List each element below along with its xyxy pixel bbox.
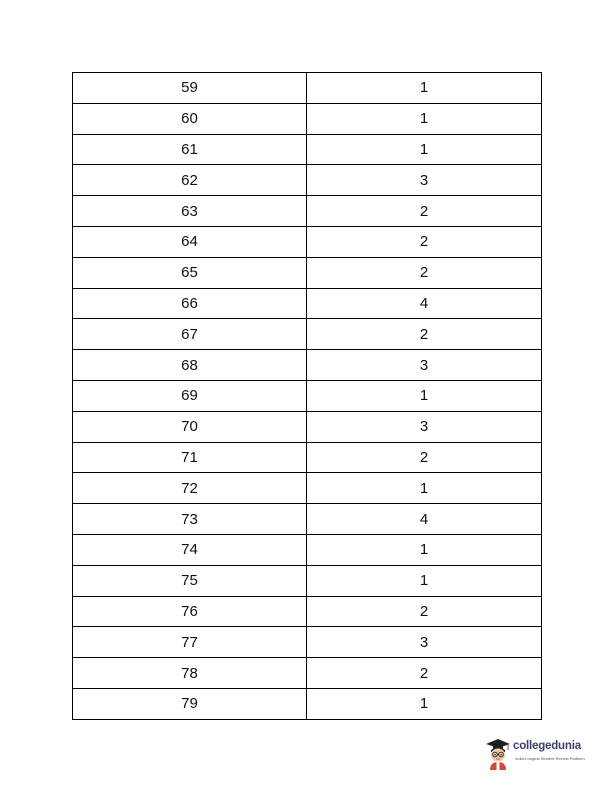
table-row [73, 442, 542, 473]
count-cell: 2 [307, 196, 542, 227]
value-cell: 74 [73, 534, 307, 565]
count-cell: 1 [307, 534, 542, 565]
value-cell: 70 [73, 411, 307, 442]
value-cell: 67 [73, 319, 307, 350]
count-cell: 2 [307, 257, 542, 288]
table-row [73, 534, 542, 565]
table-row [73, 627, 542, 658]
table-row [73, 688, 542, 719]
value-cell: 60 [73, 103, 307, 134]
table-row [73, 565, 542, 596]
brand-name: collegedunia [513, 740, 581, 752]
value-cell: 78 [73, 658, 307, 689]
count-cell: 2 [307, 319, 542, 350]
table-row [73, 411, 542, 442]
count-cell: 1 [307, 688, 542, 719]
frequency-table [72, 72, 542, 720]
table-row [73, 103, 542, 134]
table-row [73, 73, 542, 104]
brand-logo [485, 736, 607, 770]
count-cell: 1 [307, 103, 542, 134]
count-cell: 2 [307, 226, 542, 257]
count-cell: 3 [307, 350, 542, 381]
value-cell: 79 [73, 688, 307, 719]
value-cell: 69 [73, 380, 307, 411]
count-cell: 1 [307, 565, 542, 596]
table-row [73, 504, 542, 535]
value-cell: 73 [73, 504, 307, 535]
table-row [73, 380, 542, 411]
value-cell: 71 [73, 442, 307, 473]
table-row [73, 350, 542, 381]
count-cell: 1 [307, 380, 542, 411]
count-cell: 1 [307, 73, 542, 104]
table-row [73, 226, 542, 257]
value-cell: 66 [73, 288, 307, 319]
table-row [73, 165, 542, 196]
count-cell: 2 [307, 596, 542, 627]
student-mascot-icon [485, 736, 511, 770]
table-row [73, 288, 542, 319]
table-row [73, 473, 542, 504]
value-cell: 59 [73, 73, 307, 104]
count-cell: 3 [307, 165, 542, 196]
count-cell: 3 [307, 627, 542, 658]
value-cell: 64 [73, 226, 307, 257]
count-cell: 1 [307, 473, 542, 504]
brand-tagline: India's largest Student Review Platform [515, 756, 585, 761]
value-cell: 76 [73, 596, 307, 627]
table-row [73, 319, 542, 350]
count-cell: 2 [307, 658, 542, 689]
value-cell: 77 [73, 627, 307, 658]
value-cell: 65 [73, 257, 307, 288]
count-cell: 4 [307, 504, 542, 535]
count-cell: 4 [307, 288, 542, 319]
value-cell: 72 [73, 473, 307, 504]
count-cell: 1 [307, 134, 542, 165]
value-cell: 62 [73, 165, 307, 196]
table-row [73, 658, 542, 689]
value-cell: 61 [73, 134, 307, 165]
table-row [73, 257, 542, 288]
value-cell: 68 [73, 350, 307, 381]
count-cell: 2 [307, 442, 542, 473]
table-body [73, 73, 542, 720]
value-cell: 63 [73, 196, 307, 227]
table-row [73, 134, 542, 165]
value-cell: 75 [73, 565, 307, 596]
table-row [73, 596, 542, 627]
table-row [73, 196, 542, 227]
count-cell: 3 [307, 411, 542, 442]
